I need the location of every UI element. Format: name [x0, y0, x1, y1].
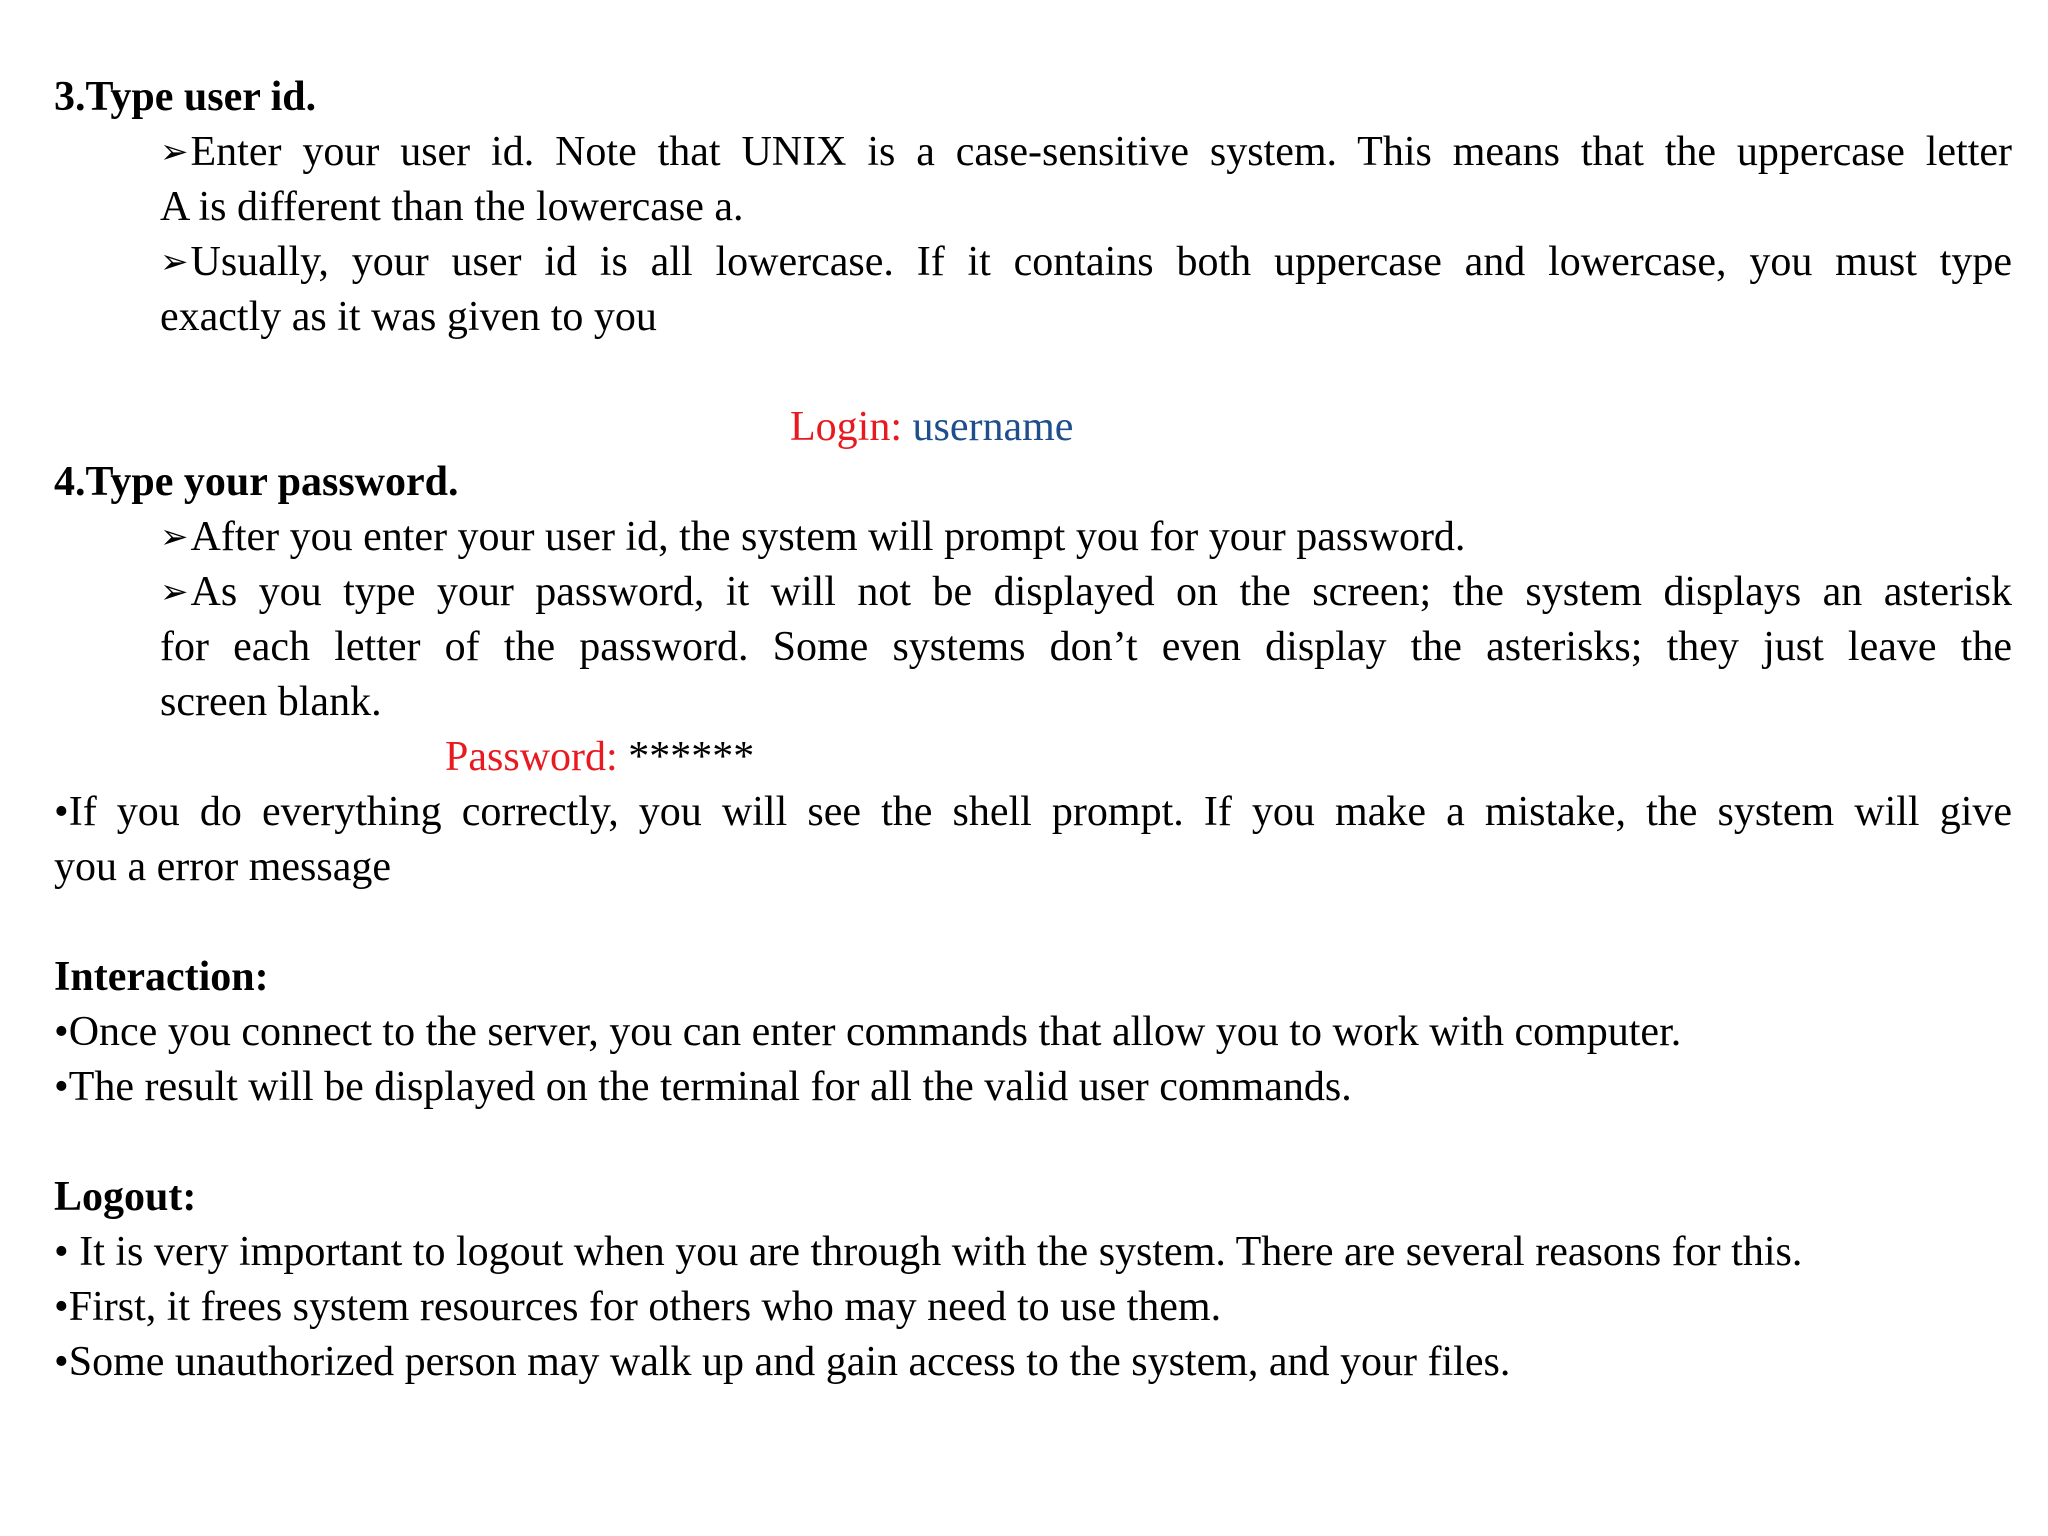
step3-bullet1-text: Enter your user id. Note that UNIX is a case-sensitive system. This means that the uppercase letter	[190, 129, 2012, 175]
interaction-bullet1: •Once you connect to the server, you can enter commands that allow you to work with computer.	[54, 1009, 1682, 1055]
step3-bullet1-line2: A is different than the lowercase a.	[160, 184, 744, 230]
step4-note-line1: •If you do everything correctly, you will see the shell prompt. If you make a mistake, the system will give	[54, 789, 2012, 835]
interaction-bullet2: •The result will be displayed on the terminal for all the valid user commands.	[54, 1064, 1352, 1110]
step4-heading: 4.Type your password.	[54, 459, 459, 505]
step4-bullet2-line2: for each letter of the password. Some systems don’t even display the asterisks; they just leave the	[160, 624, 2012, 670]
step4-bullet2-line1	[160, 565, 2012, 620]
logout-bullet2: •First, it frees system resources for others who may need to use them.	[54, 1284, 1222, 1330]
arrowhead-bullet-icon: ➢	[160, 242, 189, 282]
step4-bullet1	[160, 510, 2012, 565]
logout-heading: Logout:	[54, 1174, 197, 1220]
arrowhead-bullet-icon: ➢	[160, 572, 189, 612]
password-label: Password:	[445, 734, 618, 780]
arrowhead-bullet-icon: ➢	[160, 517, 189, 557]
password-prompt	[445, 730, 754, 785]
login-value: username	[912, 404, 1074, 450]
step3-bullet1-line1	[160, 125, 2012, 180]
interaction-heading: Interaction:	[54, 954, 269, 1000]
step3-bullet2-line1	[160, 235, 2012, 290]
step3-heading: 3.Type user id.	[54, 74, 317, 120]
step3-bullet2-line2: exactly as it was given to you	[160, 294, 657, 340]
password-value: ******	[628, 734, 755, 780]
step4-note-line2: you a error message	[54, 844, 392, 890]
arrowhead-bullet-icon: ➢	[160, 132, 189, 172]
step4-bullet2-text: As you type your password, it will not be displayed on the screen; the system displays an asterisk	[190, 569, 2012, 615]
step4-bullet1-text: After you enter your user id, the system will prompt you for your password.	[190, 514, 1466, 560]
step4-bullet2-line3: screen blank.	[160, 679, 382, 725]
login-label: Login:	[790, 404, 902, 450]
step3-bullet2-text: Usually, your user id is all lowercase. If it contains both uppercase and lowercase, you must type	[190, 239, 2012, 285]
logout-bullet1: • It is very important to logout when you are through with the system. There are several reasons for this.	[54, 1229, 1803, 1275]
logout-bullet3: •Some unauthorized person may walk up and gain access to the system, and your files.	[54, 1339, 1511, 1385]
login-prompt	[790, 400, 1073, 455]
